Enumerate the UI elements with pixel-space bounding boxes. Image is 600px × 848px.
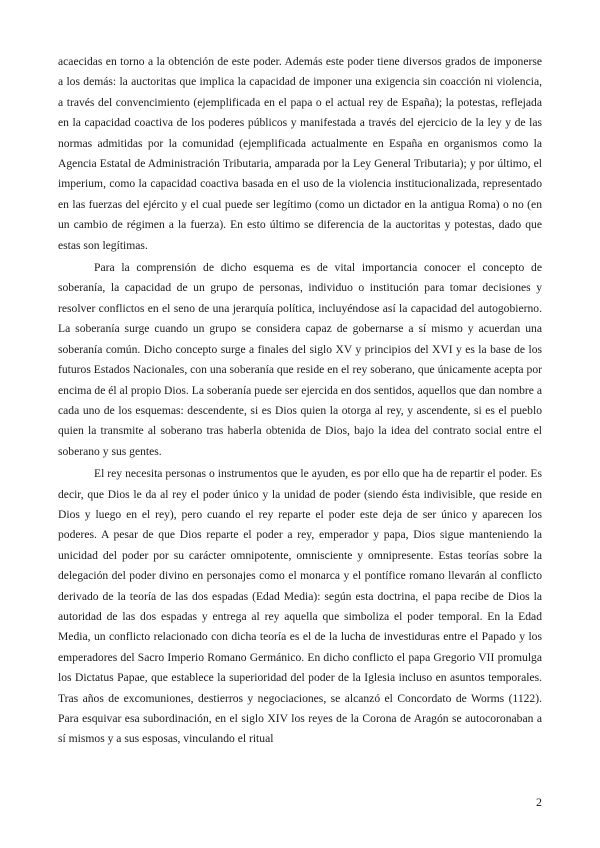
page-number: 2 — [536, 795, 542, 809]
paragraph-continued: acaecidas en torno a la obtención de este poder. Además este poder tiene diversos grados de imponerse a los demás: la auctoritas que implica la capacidad de imponer una exigencia sin coacción ni violencia, a través del convencimiento (ejemplificada en el papa o el actual rey de España); la potestas, reflejada en la capacidad coactiva de los poderes públicos y manifestada a través del ejercicio de la ley y de las normas admitidas por la comunidad (ejemplificada actualmente en España en organismos como la Agencia Estatal de Administración Tributaria, amparada por la Ley General Tributaria); y por último, el imperium, como la capacidad coactiva basada en el uso de la violencia institucionalizada, representado en las fuerzas del ejército y el cual puede ser legítimo (como un dictador en la antigua Roma) o no (en un cambio de régimen a la fuerza). En esto último se diferencia de la auctoritas y potestas, dado que estas son legítimas. — [58, 55, 542, 252]
body-text — [58, 52, 542, 750]
paragraph-rey-poder: El rey necesita personas o instrumentos que le ayuden, es por ello que ha de repartir el poder. Es decir, que Dios le da al rey el poder único y la unidad de poder (siendo ésta indivisible, que reside en Dios y luego en el rey), pero cuando el rey reparte el poder este deja de ser único y aparecen los poderes. A pesar de que Dios reparte el poder a rey, emperador y papa, Dios sigue manteniendo la unicidad del poder por su carácter omnipotente, omnisciente y omnipresente. Estas teorías sobre la delegación del poder divino en personajes como el monarca y el pontífice romano llevarán al conflicto derivado de la teoría de las dos espadas (Edad Media): según esta doctrina, el papa recibe de Dios la autoridad de las dos espadas y entrega al rey aquella que simboliza el poder temporal. En la Edad Media, un conflicto relacionado con dicha teoría es el de la lucha de investiduras entre el Papado y los emperadores del Sacro Imperio Romano Germánico. En dicho conflicto el papa Gregorio VII promulga los Dictatus Papae, que establece la superioridad del poder de la Iglesia incluso en asuntos temporales. Tras años de excomuniones, destierros y negociaciones, se alcanzó el Concordato de Worms (1122). Para esquivar esa subordinación, en el siglo XIV los reyes de la Corona de Aragón se autocoronaban a sí mismos y a sus esposas, vinculando el ritual — [58, 467, 542, 746]
paragraph-soberania: Para la comprensión de dicho esquema es de vital importancia conocer el concepto de soberanía, la capacidad de un grupo de personas, individuo o institución para tomar decisiones y resolver conflictos en el seno de una jerarquía política, incluyéndose así la capacidad del autogobierno. La soberanía surge cuando un grupo se considera capaz de gobernarse a sí mismo y acuerdan una soberanía común. Dicho concepto surge a finales del siglo XV y principios del XVI y es la base de los futuros Estados Nacionales, con una soberanía que reside en el rey soberano, que únicamente acepta por encima de él al propio Dios. La soberanía puede ser ejercida en dos sentidos, aquellos que dan nombre a cada uno de los esquemas: descendente, si es Dios quien la otorga al rey, y ascendente, si es el pueblo quien la transmite al soberano tras haberla obtenida de Dios, bajo la idea del contrato social entre el soberano y sus gentes. — [58, 261, 542, 458]
